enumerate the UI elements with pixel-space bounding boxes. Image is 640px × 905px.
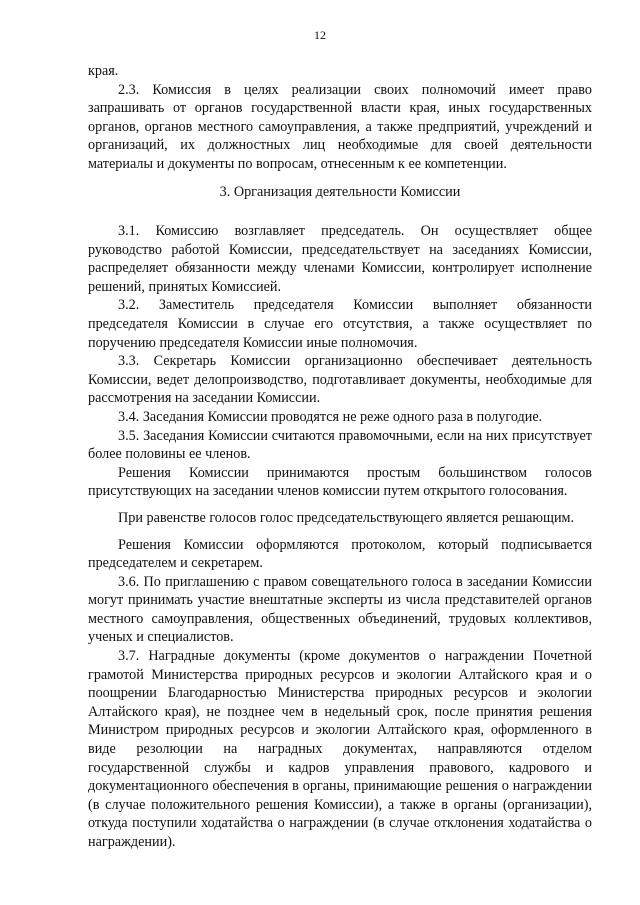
paragraph-protocol: Решения Комиссии оформляются протоколом, который подписывается председателем и секретарем. — [88, 536, 592, 572]
paragraph-decisions: Решения Комиссии принимаются простым большинством голосов присутствующих на заседании членов комиссии путем открытого голосования. — [88, 464, 592, 500]
section-2-continuation — [88, 62, 592, 174]
paragraph-tie-vote: При равенстве голосов голос председательствующего является решающим. — [118, 509, 575, 526]
paragraph-2-3: 2.3. Комиссия в целях реализации своих полномочий имеет право запрашивать от органов государственной власти края, иных государственных органов, органов местного самоуправления, а также предприятий, учреждений и организаций, их должностных лиц необходимые для своей деятельности материалы и документы по вопросам, отнесенным к ее компетенции. — [88, 81, 592, 172]
section-heading: 3. Организация деятельности Комиссии — [219, 184, 461, 200]
paragraph-3-5: 3.5. Заседания Комиссии считаются правомочными, если на них присутствует более половины ее членов. — [88, 427, 592, 463]
section-3-body — [88, 222, 592, 852]
paragraph-continuation: края. — [88, 63, 119, 79]
paragraph-3-7: 3.7. Наградные документы (кроме документов о награждении Почетной грамотой Министерства природных ресурсов и экологии Алтайского края и о поощрении Благодарностью Министерства природных ресурсов и экологии Алтайского края), не позднее чем в недельный срок, после принятия решения Министром природных ресурсов и экологии Алтайского края, оформленного в виде резолюции на наградных документах, направляются отделом государственной службы и кадров управления правового, кадрового и документационного обеспечения в органы, принимающие решения о награждении (в случае положительного решения Комиссии), а также в органы (организации), откуда поступили ходатайства о награждении (в случае отклонения ходатайства о награждении). — [88, 648, 592, 850]
paragraph-3-1: 3.1. Комиссию возглавляет председатель. Он осуществляет общее руководство работой Комиссии, председательствует на заседаниях Комиссии, распределяет обязанности между членами Комиссии, контролирует исполнение решений, принятых Комиссией. — [88, 223, 592, 295]
paragraph-3-4: 3.4. Заседания Комиссии проводятся не реже одного раза в полугодие. — [118, 408, 543, 425]
paragraph-3-3: 3.3. Секретарь Комиссии организационно обеспечивает деятельность Комиссии, ведет делопроизводство, подготавливает документы, необходимые для рассмотрения на заседании Комиссии. — [88, 353, 592, 407]
page-number: 12 — [314, 28, 326, 42]
paragraph-3-2: 3.2. Заместитель председателя Комиссии выполняет обязанности председателя Комиссии в случае его отсутствия, а также осуществляет по поручению председателя Комиссии иные полномочия. — [88, 297, 592, 351]
paragraph-3-6: 3.6. По приглашению с правом совещательного голоса в заседании Комиссии могут принимать участие внештатные эксперты из числа представителей органов местного самоуправления, общественных объединений, трудовых коллективов, ученых и специалистов. — [88, 573, 592, 646]
